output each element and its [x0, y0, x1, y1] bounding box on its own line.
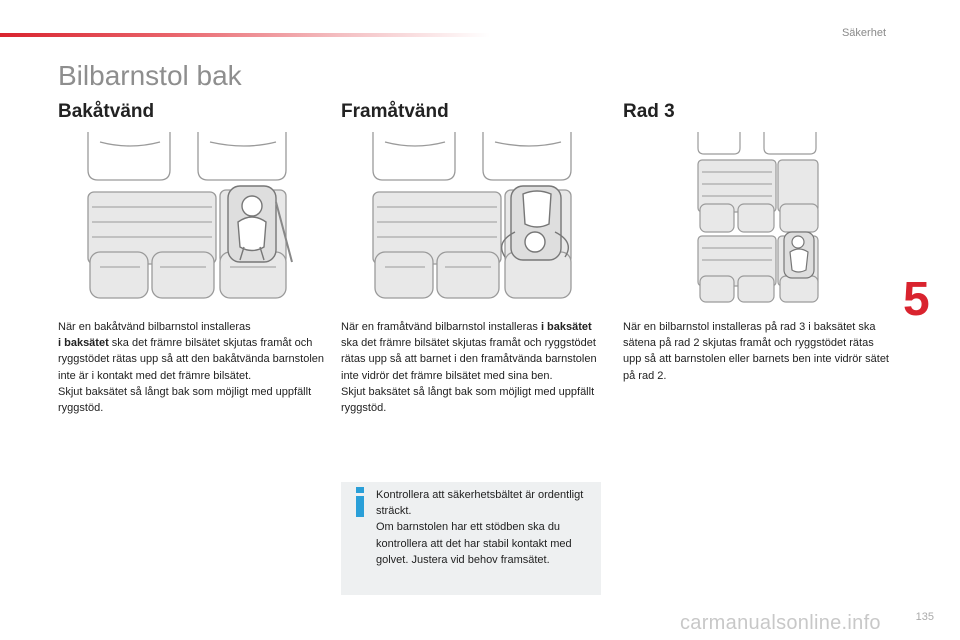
emphasis-rear-seat: i baksätet [58, 337, 109, 350]
text-part: ska det främre bilsätet skjutas framåt och ryggstödet rätas upp så att barnet i den framåtvända barnstolen inte vidrör det främre bilsätet med sina ben. [341, 337, 597, 382]
text-part: Skjut baksätet så långt bak som möjligt med uppfällt ryggstöd. [58, 385, 312, 415]
text-part: När en bakåtvänd bilbarnstol installeras [58, 321, 251, 333]
text-part: ska det främre bilsätet skjutas framåt och ryggstödet rätas upp så att den bakåtvända barnstolen inte är i kontakt med det främre bilsätet. [58, 337, 325, 382]
heading-rear-facing: Bakåtvänd [58, 101, 155, 122]
text-part: Skjut baksätet så långt bak som möjligt med uppfällt ryggstöd. [341, 385, 595, 415]
heading-row-3: Rad 3 [623, 101, 675, 122]
info-line: Om barnstolen har ett stödben ska du kontrollera att det har stabil kontakt med golvet. Justera vid behov framsätet. [376, 521, 572, 566]
emphasis-rear-seat: i baksätet [540, 321, 592, 333]
header-accent-bar [0, 33, 490, 37]
watermark: carmanualsonline.info [680, 612, 881, 634]
info-line: Kontrollera att säkerhetsbältet är ordentligt sträckt. [376, 489, 584, 518]
heading-forward-facing: Framåtvänd [341, 101, 449, 122]
info-box [341, 482, 601, 595]
row-3-description: När en bilbarnstol installeras på rad 3 i baksätet ska sätena på rad 2 skjutas framåt och ryggstödet rätas upp så att barnstolen eller barnets ben inte vidrör sätet på rad 2. [623, 321, 889, 382]
text-part: När en framåtvänd bilbarnstol installeras [341, 321, 541, 333]
rear-facing-description [58, 319, 324, 416]
chapter-number: 5 [903, 273, 930, 326]
row-3-seat-illustration [694, 132, 824, 304]
page-title: Bilbarnstol bak [58, 60, 242, 91]
info-text [376, 487, 598, 568]
section-label: Säkerhet [841, 27, 886, 39]
forward-facing-seat-illustration [365, 132, 580, 302]
info-icon [353, 487, 367, 517]
forward-facing-description [341, 319, 607, 416]
rear-facing-seat-illustration [80, 132, 295, 302]
page-number: 135 [915, 611, 934, 623]
